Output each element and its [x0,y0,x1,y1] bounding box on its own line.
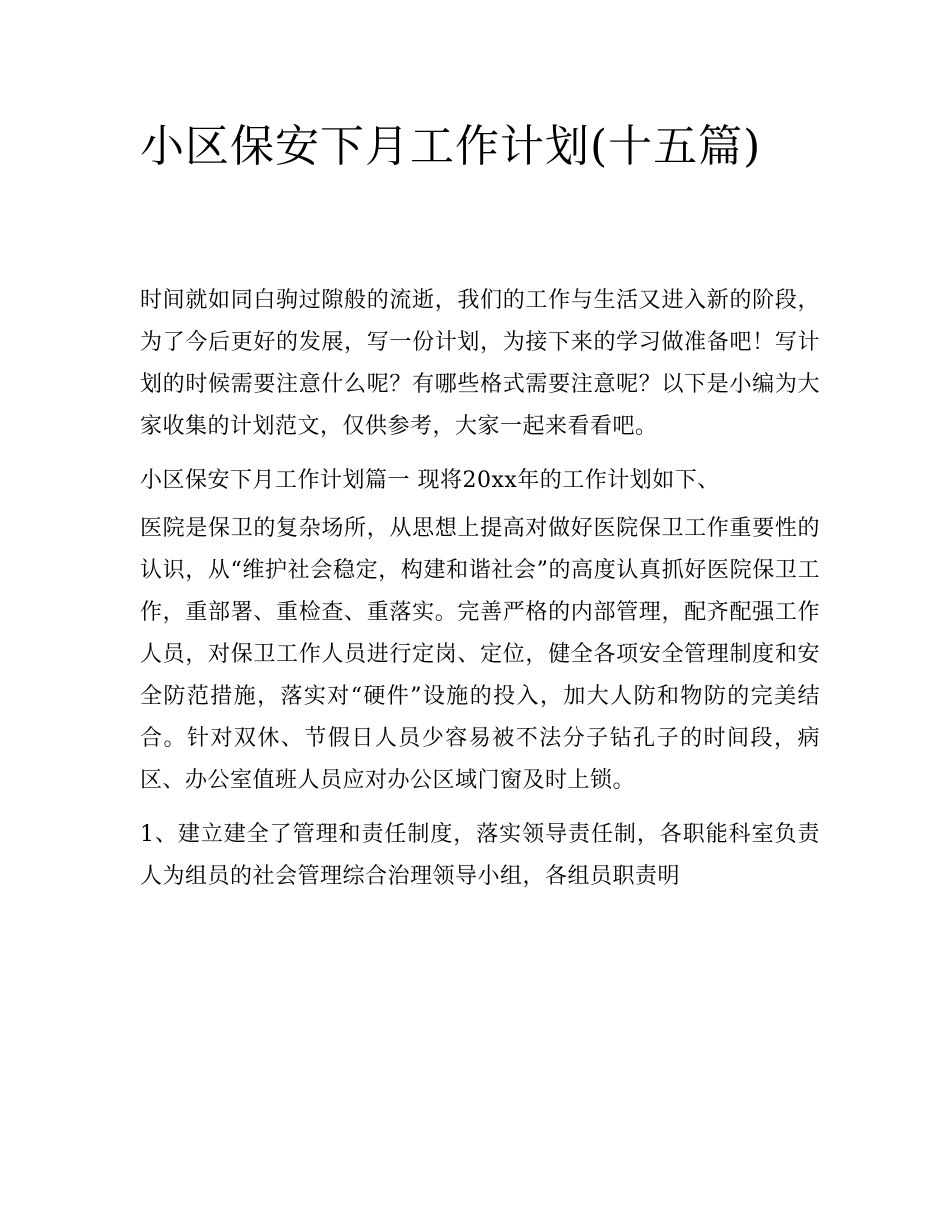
document-body [140,280,820,898]
item-1-paragraph: 1、建立建全了管理和责任制度，落实领导责任制，各职能科室负责人为组员的社会管理综合治理领导小组，各组员职责明 [140,822,820,889]
document-title: 小区保安下月工作计划(十五篇) [140,121,762,172]
intro-paragraph: 时间就如同白驹过隙般的流逝，我们的工作与生活又进入新的阶段，为了今后更好的发展，写一份计划，为接下来的学习做准备吧！写计划的时候需要注意什么呢？有哪些格式需要注意呢？以下是小编为大家收集的计划范文，仅供参考，大家一起来看看吧。 [140,288,820,439]
hospital-security-paragraph: 医院是保卫的复杂场所，从思想上提高对做好医院保卫工作重要性的认识，从“维护社会稳定，构建和谐社会”的高度认真抓好医院保卫工作，重部署、重检查、重落实。完善严格的内部管理，配齐配强工作人员，对保卫工作人员进行定岗、定位，健全各项安全管理制度和安全防范措施，落实对“硬件”设施的投入，加大人防和物防的完美结合。针对双休、节假日人员少容易被不法分子钻孔子的时间段，病区、办公室值班人员应对办公区域门窗及时上锁。 [140,516,820,793]
section-heading-paragraph: 小区保安下月工作计划篇一 现将20xx年的工作计划如下、 [140,468,720,493]
